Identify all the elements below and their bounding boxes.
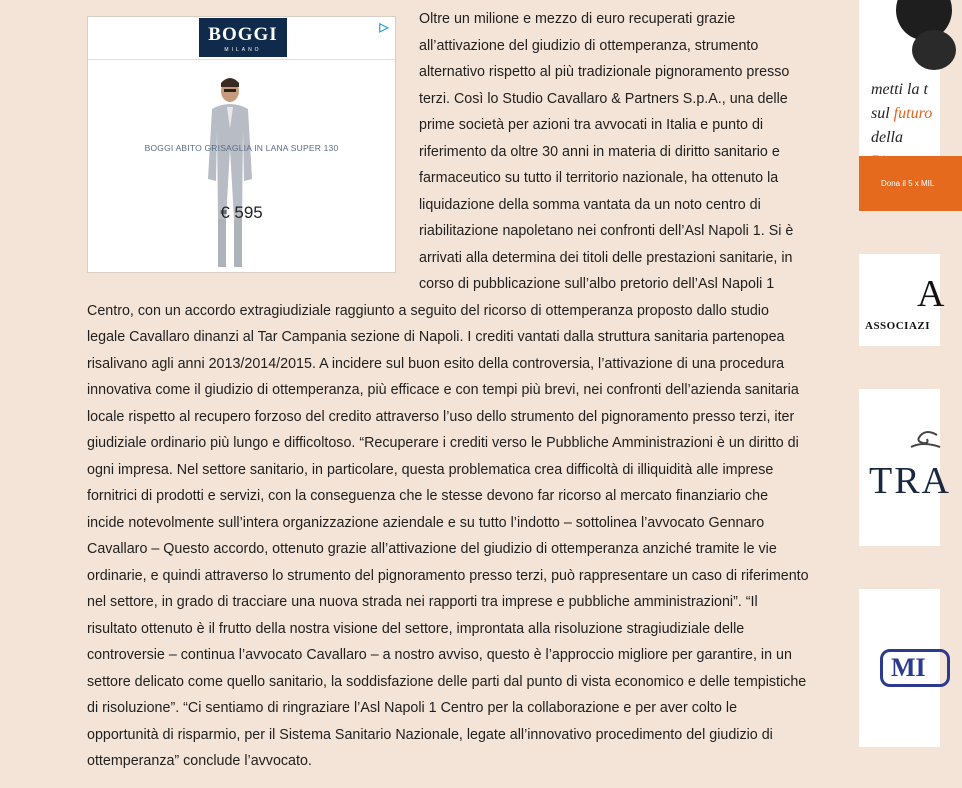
suit-model-image (198, 69, 258, 269)
tagline-line3a: della (871, 129, 903, 146)
ad-brand-sub: MILANO (224, 47, 262, 53)
tagline-line2b: futuro (893, 105, 933, 122)
ad-price: € 595 (220, 203, 263, 222)
person-photo (879, 0, 940, 66)
donate-cta[interactable]: Dona il 5 x MIL (859, 156, 962, 211)
ad-caption: BOGGI ABITO GRISAGLIA IN LANA SUPER 130 (144, 143, 339, 153)
sidebar-banner-associazione[interactable] (859, 254, 945, 346)
article-body (87, 6, 809, 775)
associazione-logo-letter: A (917, 273, 945, 315)
tra-logo-text: TRA (869, 460, 951, 502)
boggi-logo[interactable] (199, 18, 287, 57)
right-sidebar (859, 0, 951, 788)
sidebar-banner-mi[interactable] (859, 589, 940, 747)
sidebar-banner-tra[interactable] (859, 389, 951, 546)
mi-logo-badge: MI (880, 649, 950, 687)
ad-price-wrap (88, 200, 398, 227)
associazione-logo-text: ASSOCIAZI (865, 320, 931, 332)
ad-header (88, 17, 395, 60)
sidebar-banner-ricerca[interactable] (859, 0, 940, 211)
tagline-line1: metti la t (871, 81, 928, 98)
tagline-line2a: sul (871, 105, 894, 122)
article-paragraph: Oltre un milione e mezzo di euro recuperati grazie all’attivazione del giudizio di ottemperanza, strumento alternativo rispetto al più tradizionale pignoramento presso terzi. Così lo Studio Cavallaro & Partners S.p.A., una delle prime società per azioni tra avvocati in Italia e punto di riferimento da oltre 30 anni in materia di diritto sanitario e farmaceutico su tutto il territorio nazionale, ha ottenuto la liquidazione della somma vantata da un noto centro di riabilitazione napoletano nei confronti dell’Asl Napoli 1. Si è arrivati alla determina dei titoli delle prestazioni sanitarie, in corso di pubblicazione sull’albo pretorio dell’Asl Napoli 1 Centro, con un accordo extragiudiziale raggiunto a seguito del ricorso di ottemperanza proposto dallo studio legale Cavallaro dinanzi al Tar Campania sezione di Napoli. I crediti vantati dalla struttura sanitaria partenopea risalivano agli anni 2013/2014/2015. A incidere sul buon esito della controversia, l’attivazione di una procedura innovativa come il giudizio di ottemperanza, più efficace e con tempi più brevi, nei confronti dell’azienda sanitaria locale rispetto al recupero forzoso del credito attraverso l’uso dello strumento del pignoramento presso terzi, iter giudiziale ordinario più lungo e difficoltoso. “Recuperare i crediti verso le Pubbliche Amministrazioni è un diritto di ogni impresa. Nel settore sanitario, in particolare, questa problematica crea difficoltà di illiquidità alle imprese fornitrici di prodotti e servizi, con la conseguenza che le stesse devono far ricorso al mercato finanziario che incide notevolmente sull’intera organizzazione aziendale e su tutto l’indotto – sottolinea l’avvocato Gennaro Cavallaro – Questo accordo, ottenuto grazie all’attivazione del giudizio di ottemperanza anziché tramite le vie ordinarie, e quindi attraverso lo strumento del pignoramento presso terzi, può rappresentare un caso di riferimento nel settore, in grado di tracciare una nuova strada nei rapporti tra imprese e pubbliche amministrazioni”. “Il risultato ottenuto è il frutto della nostra visione del settore, improntata alla risoluzione stragiudiziale delle controversie – continua l’avvocato Cavallaro – a nostro avviso, questo è l’approccio migliore per garantire, in un settore delicato come quello sanitario, la soddisfazione delle parti dal punto di vista economico e delle tempistiche di risoluzione”. “Ci sentiamo di ringraziare l’Asl Napoli 1 Centro per la collaborazione e per aver colto le opportunità di risparmio, per il Sistema Sanitario Nazionale, legate all’innovativo procedimento del giudizio di ottemperanza” conclude l’avvocato. (87, 11, 809, 769)
ad-banner-boggi[interactable] (87, 16, 396, 273)
adchoices-icon[interactable]: ▷ (379, 20, 389, 34)
ad-brand: BOGGI (208, 24, 278, 45)
tra-logo-icon (909, 429, 940, 453)
